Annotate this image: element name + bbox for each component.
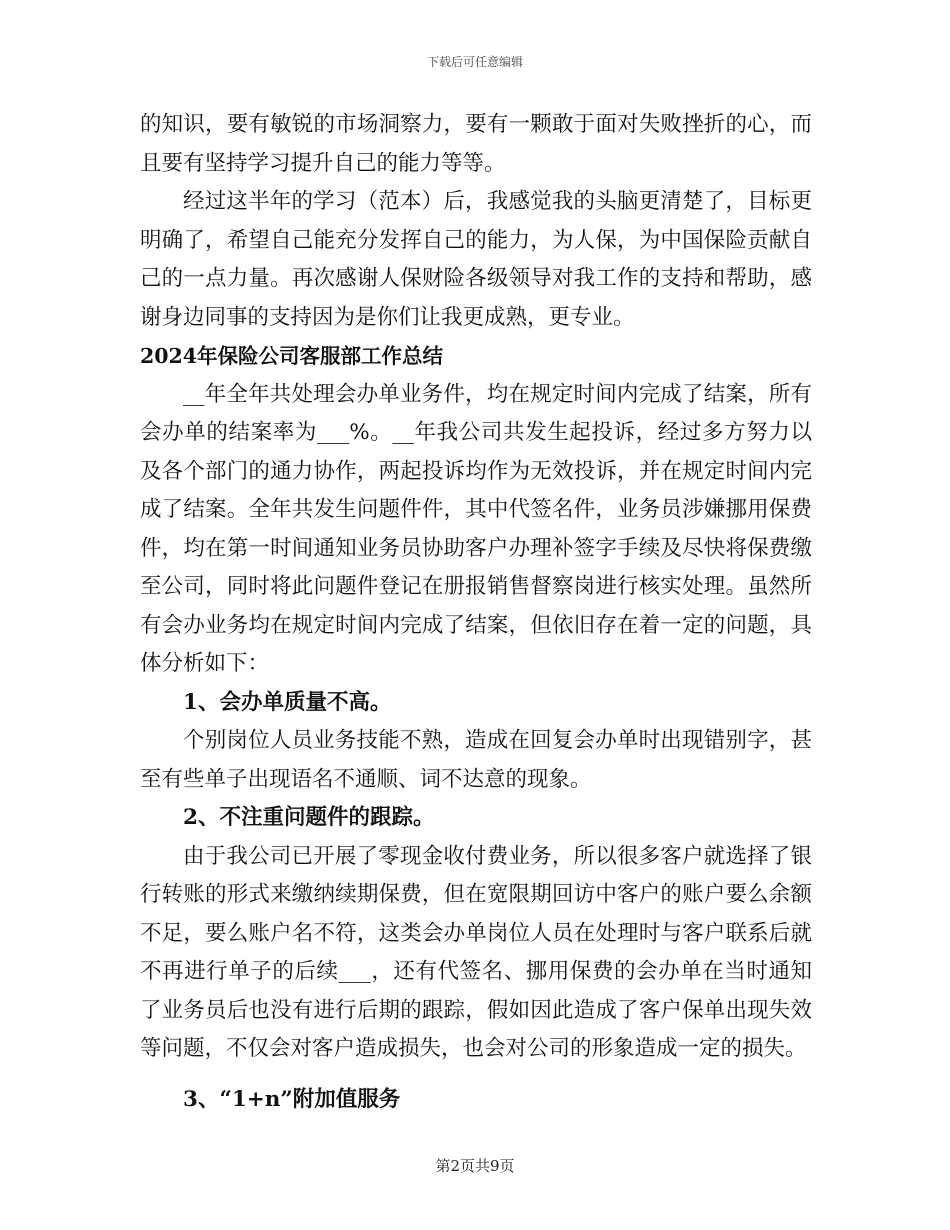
paragraph-continuation: 的知识，要有敏锐的市场洞察力，要有一颗敢于面对失败挫折的心，而且要有坚持学习提升自己的能力等等。 xyxy=(140,112,812,176)
heading-3: 3、“1+n”附加值服务 xyxy=(183,1086,401,1112)
heading-1: 1、会办单质量不高。 xyxy=(183,689,392,715)
paragraph-heading-2: 由于我公司已开展了零现金收付费业务，所以很多客户就选择了银行转账的形式来缴纳续期保费，但在宽限期回访中客户的账户要么余额不足，要么账户名不符，这类会办单岗位人员在处理时与客户联系后就不再进行单子的后续___，还有代签名、挪用保费的会办单在当时通知了业务员后也没有进行后期的跟踪，假如因此造成了客户保单出现失效等问题，不仅会对客户造成损失，也会对公司的形象造成一定的损失。 xyxy=(140,843,812,1061)
paragraph-heading-1: 个别岗位人员业务技能不熟，造成在回复会办单时出现错别字，甚至有些单子出现语名不通顺、词不达意的现象。 xyxy=(140,728,812,792)
paragraph-overview: __年全年共处理会办单业务件，均在规定时间内完成了结案，所有会办单的结案率为___%。__年我公司共发生起投诉，经过多方努力以及各个部门的通力协作，两起投诉均作为无效投诉，并在规定时间内完成了结案。全年共发生问题件件，其中代签名件，业务员涉嫌挪用保费件，均在第一时间通知业务员协助客户办理补签字手续及尽快将保费缴至公司，同时将此问题件登记在册报销售督察岗进行核实处理。虽然所有会办业务均在规定时间内完成了结案，但依旧存在着一定的问题，具体分析如下： xyxy=(140,381,812,676)
section-title: 2024年保险公司客服部工作总结 xyxy=(140,344,444,368)
page-header: 下载后可任意编辑 xyxy=(426,55,523,69)
heading-2: 2、不注重问题件的跟踪。 xyxy=(183,805,435,830)
page-footer: 第2页共9页 xyxy=(435,1157,515,1175)
document-body xyxy=(140,106,812,1119)
paragraph-summary: 经过这半年的学习（范本）后，我感觉我的头脑更清楚了，目标更明确了，希望自己能充分发挥自己的能力，为人保，为中国保险贡献自己的一点力量。再次感谢人保财险各级领导对我工作的支持和帮助，感谢身边同事的支持因为是你们让我更成熟，更专业。 xyxy=(140,189,812,330)
